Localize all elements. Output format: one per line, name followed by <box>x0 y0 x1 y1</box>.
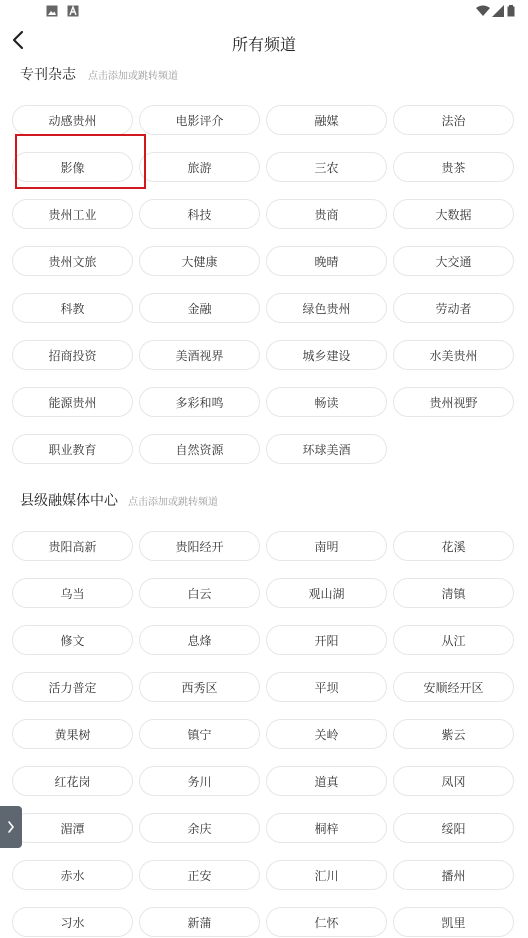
channel-chip[interactable]: 贵阳高新 <box>12 531 133 561</box>
side-panel-toggle[interactable] <box>0 806 22 848</box>
channel-chip[interactable]: 招商投资 <box>12 340 133 370</box>
channel-chip[interactable]: 贵州工业 <box>12 199 133 229</box>
channel-chip[interactable]: 绥阳 <box>393 813 514 843</box>
signal-icon <box>492 5 504 17</box>
channel-chip[interactable]: 三农 <box>266 152 387 182</box>
channel-grid <box>12 105 514 464</box>
channel-chip[interactable]: 晚晴 <box>266 246 387 276</box>
channel-chip[interactable]: 大健康 <box>139 246 260 276</box>
image-notification-icon <box>46 5 58 17</box>
channel-chip[interactable]: 多彩和鸣 <box>139 387 260 417</box>
section-header <box>0 64 528 88</box>
channel-chip[interactable]: 城乡建设 <box>266 340 387 370</box>
channel-chip[interactable]: 动感贵州 <box>12 105 133 135</box>
channel-chip[interactable]: 旅游 <box>139 152 260 182</box>
channel-chip[interactable]: 劳动者 <box>393 293 514 323</box>
channel-chip[interactable]: 新蒲 <box>139 907 260 937</box>
section-hint: 点击添加或跳转频道 <box>128 497 218 508</box>
page-title: 所有频道 <box>231 35 296 54</box>
battery-icon <box>507 5 515 17</box>
section-county-media-centers <box>0 490 528 930</box>
channel-chip[interactable]: 关岭 <box>266 719 387 749</box>
section-header <box>0 490 528 514</box>
channel-chip[interactable]: 黄果树 <box>12 719 133 749</box>
channel-chip[interactable]: 科教 <box>12 293 133 323</box>
channel-chip[interactable]: 金融 <box>139 293 260 323</box>
channel-chip[interactable]: 环球美酒 <box>266 434 387 464</box>
top-navigation <box>0 22 528 62</box>
channel-chip[interactable]: 自然资源 <box>139 434 260 464</box>
channel-chip[interactable]: 电影评介 <box>139 105 260 135</box>
channel-chip[interactable]: 南明 <box>266 531 387 561</box>
channel-chip[interactable]: 活力普定 <box>12 672 133 702</box>
channel-chip[interactable]: 凯里 <box>393 907 514 937</box>
channel-chip[interactable]: 花溪 <box>393 531 514 561</box>
channel-chip[interactable]: 安顺经开区 <box>393 672 514 702</box>
wifi-icon <box>476 5 490 17</box>
channel-chip[interactable]: 清镇 <box>393 578 514 608</box>
channel-chip[interactable]: 观山湖 <box>266 578 387 608</box>
channel-chip[interactable]: 湄潭 <box>12 813 133 843</box>
channel-chip[interactable]: 融媒 <box>266 105 387 135</box>
channel-chip[interactable]: 桐梓 <box>266 813 387 843</box>
channel-chip[interactable]: 道真 <box>266 766 387 796</box>
channel-chip[interactable]: 职业教育 <box>12 434 133 464</box>
section-special-magazines <box>0 64 528 457</box>
section-title: 专刊杂志 <box>20 67 76 83</box>
channel-chip[interactable]: 务川 <box>139 766 260 796</box>
channel-chip[interactable]: 息烽 <box>139 625 260 655</box>
channel-chip[interactable]: 畅读 <box>266 387 387 417</box>
channel-chip[interactable]: 贵商 <box>266 199 387 229</box>
channel-chip[interactable]: 余庆 <box>139 813 260 843</box>
channel-grid <box>12 531 514 937</box>
channel-chip[interactable]: 赤水 <box>12 860 133 890</box>
channel-chip[interactable]: 美酒视界 <box>139 340 260 370</box>
channel-chip[interactable]: 西秀区 <box>139 672 260 702</box>
channel-chip[interactable]: 从江 <box>393 625 514 655</box>
channel-chip[interactable]: 贵州文旅 <box>12 246 133 276</box>
channel-chip[interactable]: 科技 <box>139 199 260 229</box>
channel-chip[interactable]: 贵州视野 <box>393 387 514 417</box>
chevron-right-icon <box>0 806 22 848</box>
channel-chip[interactable]: 汇川 <box>266 860 387 890</box>
channel-chip[interactable]: 水美贵州 <box>393 340 514 370</box>
channel-chip[interactable]: 乌当 <box>12 578 133 608</box>
channel-chip[interactable]: 大数据 <box>393 199 514 229</box>
channel-chip[interactable]: 能源贵州 <box>12 387 133 417</box>
channel-chip[interactable]: 凤冈 <box>393 766 514 796</box>
section-title: 县级融媒体中心 <box>20 493 118 509</box>
channel-chip[interactable]: 仁怀 <box>266 907 387 937</box>
channel-chip[interactable]: 平坝 <box>266 672 387 702</box>
channel-chip[interactable]: 正安 <box>139 860 260 890</box>
section-hint: 点击添加或跳转频道 <box>88 71 178 82</box>
channel-chip[interactable]: 贵阳经开 <box>139 531 260 561</box>
channel-chip[interactable]: 开阳 <box>266 625 387 655</box>
channel-chip[interactable]: 播州 <box>393 860 514 890</box>
channel-chip[interactable]: 红花岗 <box>12 766 133 796</box>
app-notification-icon <box>67 5 79 17</box>
channel-chip[interactable]: 修文 <box>12 625 133 655</box>
channel-chip[interactable]: 影像 <box>12 152 133 182</box>
channel-chip[interactable]: 紫云 <box>393 719 514 749</box>
status-bar <box>0 0 528 22</box>
channel-chip[interactable]: 白云 <box>139 578 260 608</box>
channel-chip[interactable]: 大交通 <box>393 246 514 276</box>
channel-chip[interactable]: 镇宁 <box>139 719 260 749</box>
channel-chip[interactable]: 法治 <box>393 105 514 135</box>
channel-chip[interactable]: 贵茶 <box>393 152 514 182</box>
channel-chip[interactable]: 习水 <box>12 907 133 937</box>
channel-chip[interactable]: 绿色贵州 <box>266 293 387 323</box>
